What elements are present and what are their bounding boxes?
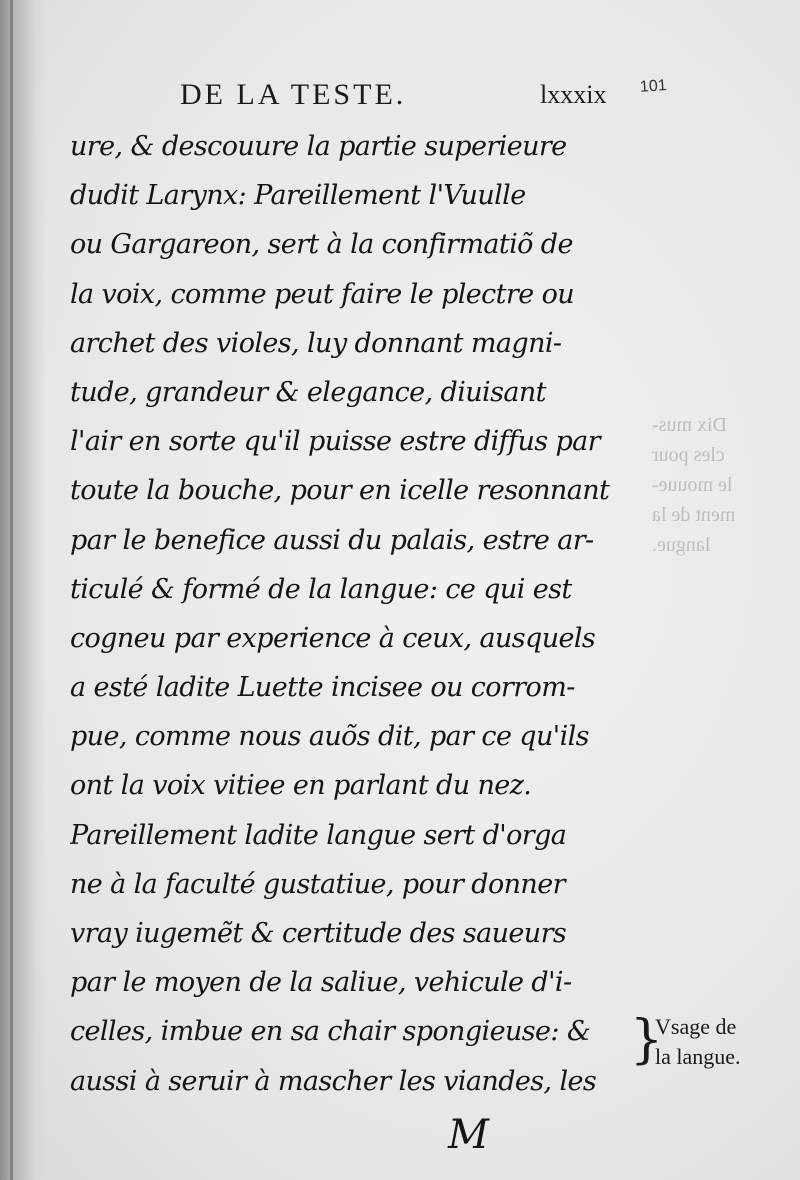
bleed-through-line: langue. [652,534,711,556]
bleed-through-line: cles pour [652,444,725,466]
text-line: Pareillement ladite langue sert d'orga [70,819,567,851]
bleed-through-text [652,410,792,560]
text-line: tude, grandeur & elegance, diuisant [70,376,546,408]
text-line: a esté ladite Luette incisee ou corrom- [70,672,575,704]
text-line: cogneu par experience à ceux, ausquels [70,622,596,654]
text-line: la voix, comme peut faire le plectre ou [70,278,575,310]
running-title: DE LA TESTE. [180,78,407,111]
catchword: M [448,1112,489,1158]
text-line: l'air en sorte qu'il puisse estre diffus par [70,426,600,458]
text-line: ou Gargareon, sert à la confirmatiõ de [70,229,573,261]
gutter-shadow-line [10,0,13,1180]
text-line: archet des violes, luy donnant magni- [70,327,562,359]
bleed-through-line: le mouue- [652,474,733,496]
marginal-note-line: Vsage de [655,1014,737,1039]
bleed-through-line: Dix mus- [652,414,727,436]
text-line: ure, & descouure la partie superieure [70,131,567,162]
text-line: toute la bouche, pour en icelle resonnant [70,475,610,507]
text-line: aussi à seruir à mascher les viandes, les [70,1065,597,1097]
text-line: par le moyen de la saliue, vehicule d'i- [70,967,572,999]
handwritten-folio: 101 [639,77,668,96]
text-line: ticulé & formé de la langue: ce qui est [70,573,572,605]
marginal-brace: } [630,1010,664,1070]
text-line: pue, comme nous auõs dit, par ce qu'ils [70,721,589,753]
text-line: dudit Larynx: Pareillement l'Vuulle [70,180,526,212]
marginal-note-line: la langue. [655,1044,741,1069]
binding-gutter [0,0,46,1180]
page-header [180,78,607,118]
text-line: celles, imbue en sa chair spongieuse: & [70,1016,591,1048]
text-line: ont la voix vitiee en parlant du nez. [70,770,532,802]
body-text [70,122,635,1106]
bleed-through-line: ment de la [652,504,736,526]
text-line: vray iugemẽt & certitude des saueurs [70,918,567,949]
text-line: ne à la faculté gustatiue, pour donner [70,868,565,900]
text-line: par le benefice aussi du palais, estre ar- [70,524,594,556]
folio-number: lxxxix [540,80,607,109]
marginal-note [655,1012,795,1072]
